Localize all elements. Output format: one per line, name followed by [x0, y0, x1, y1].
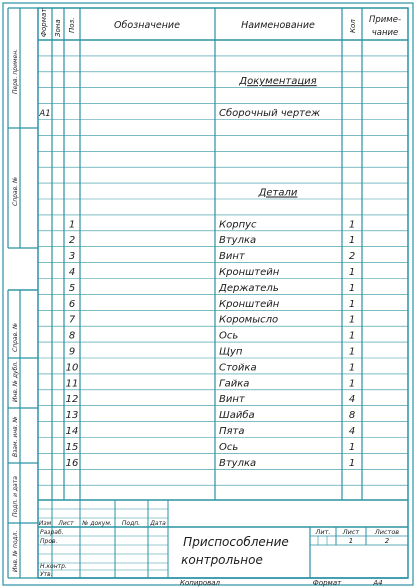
row-name: Винт: [219, 251, 245, 263]
tb-col-izm: Изм: [38, 520, 52, 527]
row-pos: 6: [68, 298, 76, 310]
section-heading: Детали: [258, 187, 298, 199]
row-name: Держатель: [219, 282, 279, 294]
tb-lit-label: Лит.: [315, 528, 331, 536]
tb-title-line1: Приспособление: [183, 535, 289, 549]
row-qty: 1: [348, 267, 356, 278]
row-name: Кронштейн: [219, 298, 280, 310]
section-heading: Документация: [239, 76, 317, 88]
row-name: Гайка: [219, 378, 250, 390]
side-label-orig-inv: Инв. № подл.: [12, 530, 19, 572]
row-pos: 16: [65, 457, 79, 469]
row-name: Ось: [219, 441, 239, 453]
row-pos: 4: [68, 267, 76, 278]
row-pos: 13: [65, 410, 79, 422]
row-qty: 1: [348, 457, 356, 469]
tb-role-utv: Утв.: [40, 571, 53, 578]
row-name: Щуп: [219, 346, 243, 358]
row-pos: 14: [65, 426, 79, 437]
row-name: Стойка: [219, 362, 257, 374]
row-qty: 4: [348, 426, 356, 437]
footer-format-value: А4: [373, 579, 383, 587]
row-name: Втулка: [219, 457, 257, 469]
side-label-first-use: Перв. примен.: [12, 48, 19, 94]
row-pos: 7: [68, 314, 76, 326]
row-qty: 8: [348, 410, 356, 422]
tb-sheets-value: 2: [384, 537, 390, 545]
row-name: Винт: [219, 394, 245, 406]
row-pos: 5: [68, 282, 76, 294]
tb-role-razrab: Разраб.: [40, 529, 64, 536]
header-qty: Кол: [349, 19, 357, 33]
header-zone: Зона: [54, 19, 62, 37]
tb-col-list: Лист: [58, 520, 74, 527]
header-pos: Поз.: [68, 17, 76, 33]
tb-role-prov: Пров.: [40, 538, 58, 545]
side-label-replace-inv: Взам. инв. №: [12, 416, 19, 457]
row-pos: 15: [65, 441, 79, 453]
header-name: Наименование: [241, 20, 315, 31]
header-format: Формат: [40, 8, 48, 37]
row-qty: 1: [348, 378, 356, 390]
row-name: Втулка: [219, 235, 257, 247]
footer-copied: Копировал: [180, 579, 220, 587]
side-label-ref-no: Справ. №: [12, 176, 19, 206]
row-qty: 4: [348, 394, 356, 406]
row-qty: 1: [348, 330, 356, 342]
row-name: Пята: [219, 426, 245, 437]
tb-title-line2: контрольное: [181, 553, 263, 567]
row-pos: 3: [68, 251, 76, 263]
tb-sheets-label: Листов: [374, 528, 400, 536]
row-pos: 10: [65, 362, 79, 374]
tb-sheet-value: 1: [348, 537, 354, 545]
row-qty: 1: [348, 346, 356, 358]
row-qty: 1: [348, 282, 356, 294]
tb-col-sign: Подп.: [121, 520, 141, 527]
row-pos: 9: [68, 346, 76, 358]
header-note-line1: Приме-: [368, 15, 402, 25]
header-designation: Обозначение: [114, 20, 180, 31]
tb-col-doc: № докум.: [82, 520, 112, 527]
row-qty: 1: [348, 314, 356, 326]
row-name: Сборочный чертеж: [219, 108, 321, 119]
side-label-sign-date-2: Подп. и дата: [12, 476, 19, 517]
side-label-dup-inv: Инв. № дубл.: [12, 360, 19, 402]
row-name: Ось: [219, 330, 239, 342]
row-pos: 2: [68, 235, 76, 247]
tb-col-date: Дата: [150, 520, 166, 527]
row-pos: 8: [68, 330, 76, 342]
row-pos: 1: [68, 219, 76, 231]
row-qty: 1: [348, 298, 356, 310]
row-qty: 2: [348, 251, 356, 263]
side-label-sign-date-1: Справ. №: [12, 322, 19, 352]
row-name: Кронштейн: [219, 267, 280, 278]
row-qty: 1: [348, 235, 356, 247]
footer-format-label: Формат: [312, 579, 342, 587]
row-name: Коромысло: [219, 314, 279, 326]
row-qty: 1: [348, 441, 356, 453]
row-pos: 12: [65, 394, 79, 406]
tb-role-nkontr: Н.контр.: [40, 563, 67, 570]
tb-sheet-label: Лист: [342, 528, 360, 536]
row-qty: 1: [348, 219, 356, 231]
row-pos: 11: [65, 378, 79, 390]
header-note-line2: чание: [371, 28, 399, 38]
row-qty: 1: [348, 362, 356, 374]
row-name: Корпус: [219, 219, 257, 231]
row-name: Шайба: [219, 410, 255, 422]
row-format: А1: [39, 109, 51, 119]
